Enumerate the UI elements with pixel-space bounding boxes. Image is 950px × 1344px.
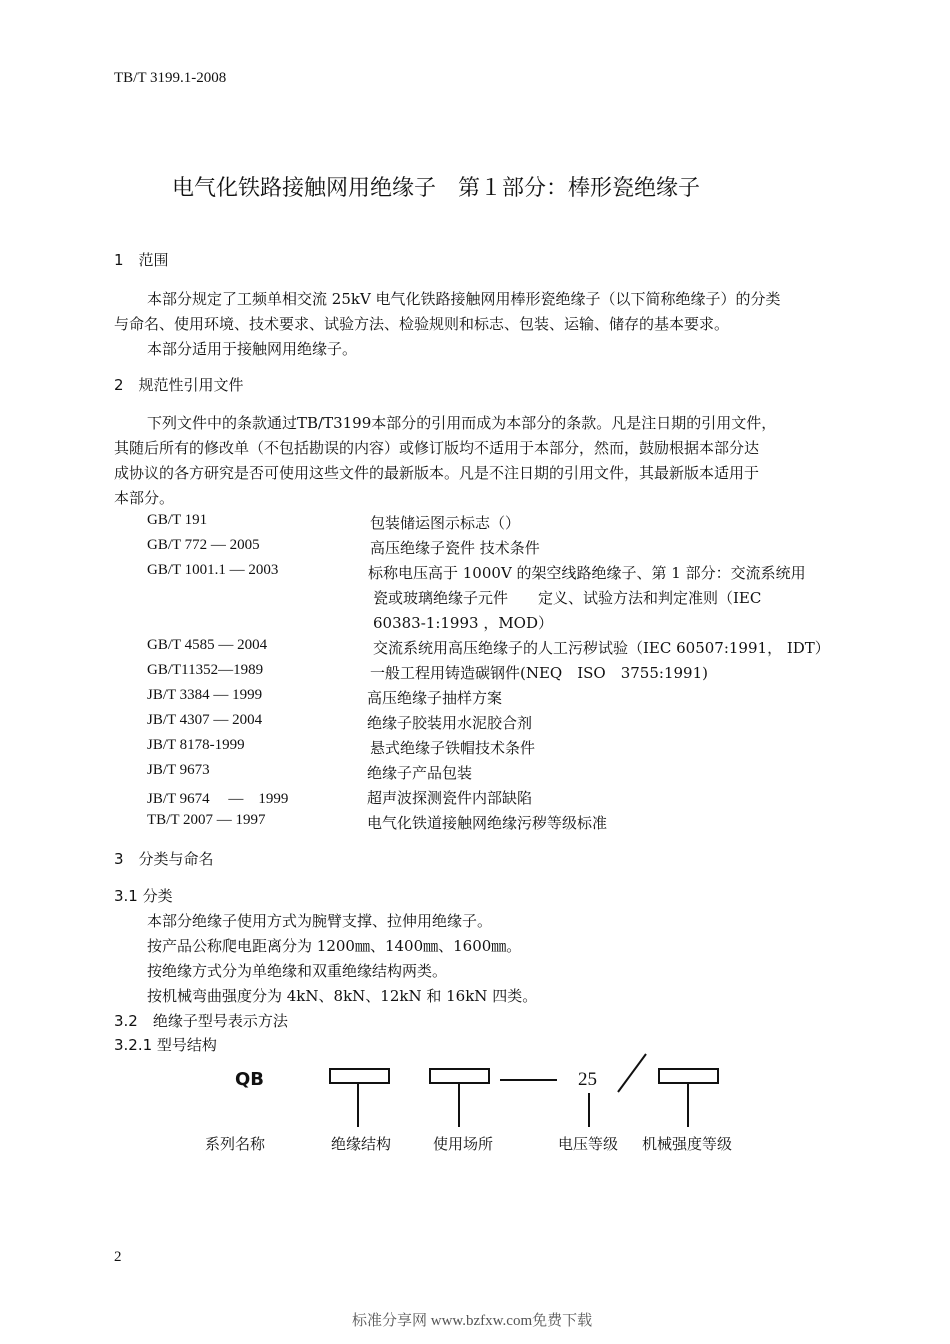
reference-title: 电气化铁道接触网绝缘污秽等级标准 (367, 814, 608, 832)
model-label-insulation: 绝缘结构 (331, 1135, 392, 1153)
model-label-location: 使用场所 (433, 1135, 494, 1153)
reference-code: JB/T 4307 — 2004 (147, 712, 263, 728)
model-prefix: QB (235, 1069, 265, 1090)
classification-line: 按产品公称爬电距离分为 1200㎜、1400㎜、1600㎜。 (147, 937, 522, 955)
reference-title: 交流系统用高压绝缘子的人工污秽试验（IEC 60507:1991， IDT） (373, 639, 830, 657)
reference-code: GB/T 772 — 2005 (147, 537, 260, 553)
reference-title: 绝缘子胶装用水泥胶合剂 (367, 714, 533, 732)
reference-title: 包装储运图示标志（） (370, 514, 521, 532)
page-number: 2 (114, 1249, 122, 1265)
reference-title-cont: 瓷或玻璃绝缘子元件 定义、试验方法和判定准则（IEC (373, 589, 762, 607)
model-slash (614, 1052, 650, 1094)
model-label-voltage: 电压等级 (558, 1135, 619, 1153)
reference-title: 高压绝缘子抽样方案 (367, 689, 503, 707)
model-leader-line (458, 1082, 460, 1127)
section-2-para-line: 其随后所有的修改单（不包括勘误的内容）或修订版均不适用于本部分，然而，鼓励根据本部分达 (114, 439, 760, 457)
standard-number: TB/T 3199.1-2008 (114, 70, 227, 86)
reference-code: JB/T 9673 (147, 762, 210, 778)
reference-code: JB/T 9674 — 1999 (147, 791, 289, 807)
section-1-para-line: 与命名、使用环境、技术要求、试验方法、检验规则和标志、包装、运输、储存的基本要求。 (114, 315, 730, 333)
section-2-para-line: 下列文件中的条款通过TB/T3199本部分的引用而成为本部分的条款。凡是注日期的引用文件， (147, 414, 777, 432)
document-title: 电气化铁路接触网用绝缘子 第１部分：棒形瓷绝缘子 (172, 176, 701, 201)
watermark-text: 标准分享网 www.bzfxw.com免费下载 (352, 1313, 593, 1329)
model-leader-line (687, 1082, 689, 1127)
model-dash-line (500, 1079, 557, 1081)
section-1-scope-line: 本部分适用于接触网用绝缘子。 (147, 340, 358, 358)
section-3-2-heading: 3.2 绝缘子型号表示方法 (114, 1012, 288, 1030)
model-leader-line (357, 1082, 359, 1127)
reference-title-cont: 60383-1:1993 ，MOD） (373, 614, 554, 632)
classification-line: 本部分绝缘子使用方式为腕臂支撑、拉伸用绝缘子。 (147, 912, 493, 930)
section-3-heading: 3 分类与命名 (114, 850, 214, 868)
section-3-2-1-heading: 3.2.1 型号结构 (114, 1036, 217, 1054)
reference-code: GB/T 1001.1 — 2003 (147, 562, 279, 578)
section-2-para-line: 成协议的各方研究是否可使用这些文件的最新版本。凡是不注日期的引用文件，其最新版本适用于 (114, 464, 760, 482)
model-voltage: 25 (578, 1069, 597, 1090)
reference-code: GB/T 4585 — 2004 (147, 637, 268, 653)
reference-code: GB/T 191 (147, 512, 208, 528)
reference-title: 高压绝缘子瓷件 技术条件 (370, 539, 540, 557)
model-label-strength: 机械强度等级 (642, 1135, 733, 1153)
section-2-heading: 2 规范性引用文件 (114, 376, 244, 394)
reference-title: 悬式绝缘子铁帽技术条件 (370, 739, 536, 757)
reference-code: JB/T 3384 — 1999 (147, 687, 263, 703)
reference-code: GB/T11352—1989 (147, 662, 264, 678)
section-1-heading: 1 范围 (114, 251, 169, 269)
reference-title: 超声波探测瓷件内部缺陷 (367, 789, 533, 807)
reference-code: JB/T 8178-1999 (147, 737, 245, 753)
classification-line: 按机械弯曲强度分为 4kN、8kN、12kN 和 16kN 四类。 (147, 987, 538, 1005)
section-2-para-line: 本部分。 (114, 489, 175, 507)
model-leader-line (588, 1093, 590, 1127)
reference-code: TB/T 2007 — 1997 (147, 812, 266, 828)
model-label-series: 系列名称 (205, 1135, 266, 1153)
reference-title: 一般工程用铸造碳钢件(NEQ ISO 3755:1991) (370, 664, 708, 682)
section-1-para-line: 本部分规定了工频单相交流 25kV 电气化铁路接触网用棒形瓷绝缘子（以下简称绝缘子）的分类 (147, 290, 781, 308)
section-3-1-heading: 3.1 分类 (114, 887, 173, 905)
classification-line: 按绝缘方式分为单绝缘和双重绝缘结构两类。 (147, 962, 448, 980)
reference-title: 标称电压高于 1000V 的架空线路绝缘子、第 1 部分：交流系统用 (368, 564, 806, 582)
model-box-insulation (329, 1068, 390, 1084)
reference-title: 绝缘子产品包装 (367, 764, 473, 782)
